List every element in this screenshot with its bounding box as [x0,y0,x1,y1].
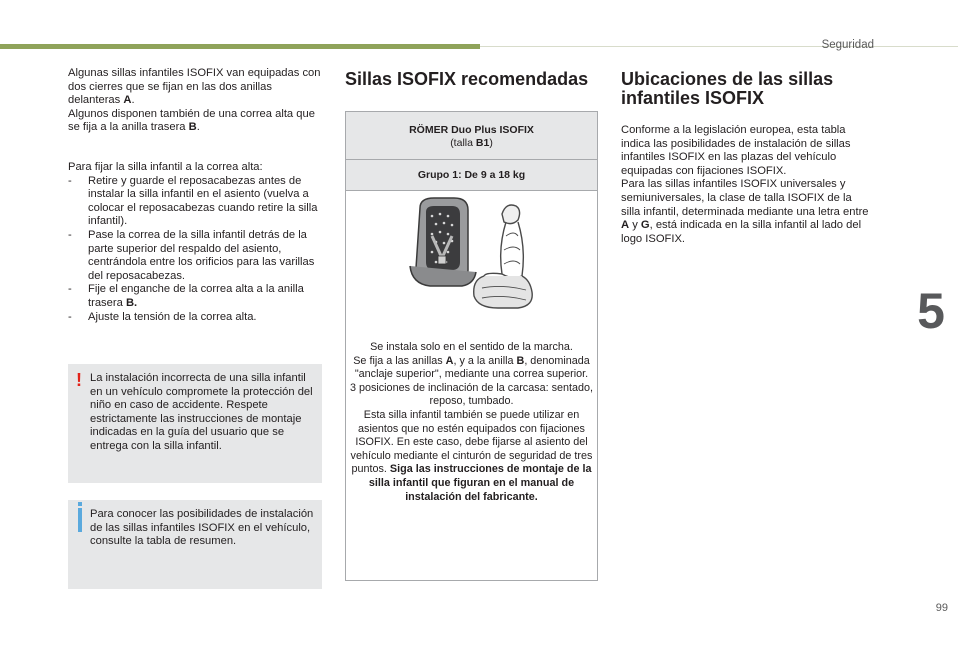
info-note [68,500,322,589]
child-seat-illustration [402,196,542,312]
seat-size: (talla B1) [450,137,493,149]
section-title: Seguridad [821,39,874,51]
header-accent-bar [0,44,480,49]
steps-title: Para fijar la silla infantil a la correa alta: [68,160,263,173]
seat-group-row: Grupo 1: De 9 a 18 kg [346,159,597,191]
warning-text: La instalación incorrecta de una silla infantil en un vehículo compromete la protección del niño en caso de accidente. Respete estrictamente las instrucciones de montaje indicadas en la guía del usuario que se entrega con la silla infantil. [90,372,313,452]
step-item: - Pase la correa de la silla infantil detrás de la parte superior del respaldo del asiento, centrándola entre los orificios para las varillas del reposacabezas. [68,229,324,283]
child-seat-icon [410,198,476,286]
step-item: - Fije el enganche de la correa alta a la anilla trasera B. [68,283,324,310]
warning-icon: ! [76,370,82,390]
header-divider [480,46,958,47]
step-item: - Retire y guarde el reposacabezas antes de instalar la silla infantil en el asiento (vuelva a colocar el reposacabezas cuando retire la silla infantil). [68,175,324,229]
chapter-tab [902,274,960,348]
isofix-locations-title: Ubicaciones de las sillas infantiles ISOFIX [621,69,834,108]
warning-note [68,364,322,483]
recommended-seats-title: Sillas ISOFIX recomendadas [345,69,589,89]
seat-model-row [346,112,597,159]
chapter-number: 5 [917,283,945,339]
column-3 [621,124,871,246]
size-class-paragraph: Para las sillas infantiles ISOFIX universales y semiuniversales, la clase de talla ISOFIX de la silla infantil, determinada mediante una letra entre A y G, está indicada en la silla infantil al lado del logo ISOFIX. [621,178,869,245]
seat-table [345,111,598,581]
seat-model-name: RÖMER Duo Plus ISOFIX [409,124,534,136]
intro-paragraph-2: Algunos disponen también de una correa alta que se fija a la anilla trasera B. [68,107,315,134]
intro-paragraph-1: Algunas sillas infantiles ISOFIX van equipadas con dos cierres que se fijan en las dos anillas delanteras A. [68,67,321,107]
vehicle-seat-icon [474,205,533,308]
steps-list [68,175,324,325]
info-icon [78,508,82,532]
column-1 [68,67,324,324]
legislation-paragraph: Conforme a la legislación europea, esta tabla indica las posibilidades de instalación de sillas infantiles ISOFIX en las plazas del vehículo equipadas con fijaciones ISOFIX. [621,124,851,177]
step-item: - Ajuste la tensión de la correa alta. [68,311,324,325]
seat-description: Se instala solo en el sentido de la marcha. Se fija a las anillas A, y a la anilla B, denominada "anclaje superior", mediante una correa superior. 3 posiciones de inclinación de la carcasa: sentado, reposo, tumbado. Esta silla infantil también se puede utilizar en asientos que no estén equipados con fijaciones ISOFIX. En este caso, debe fijarse al asiento del vehículo mediante el cinturón de seguridad de tres puntos. Siga las instrucciones de montaje de la silla infantil que figuran en el manual de instalación del fabricante. [349,341,594,503]
info-text: Para conocer las posibilidades de instalación de las sillas infantiles ISOFIX en el vehículo, consulte la tabla de resumen. [90,508,314,548]
page-number: 99 [935,602,948,614]
